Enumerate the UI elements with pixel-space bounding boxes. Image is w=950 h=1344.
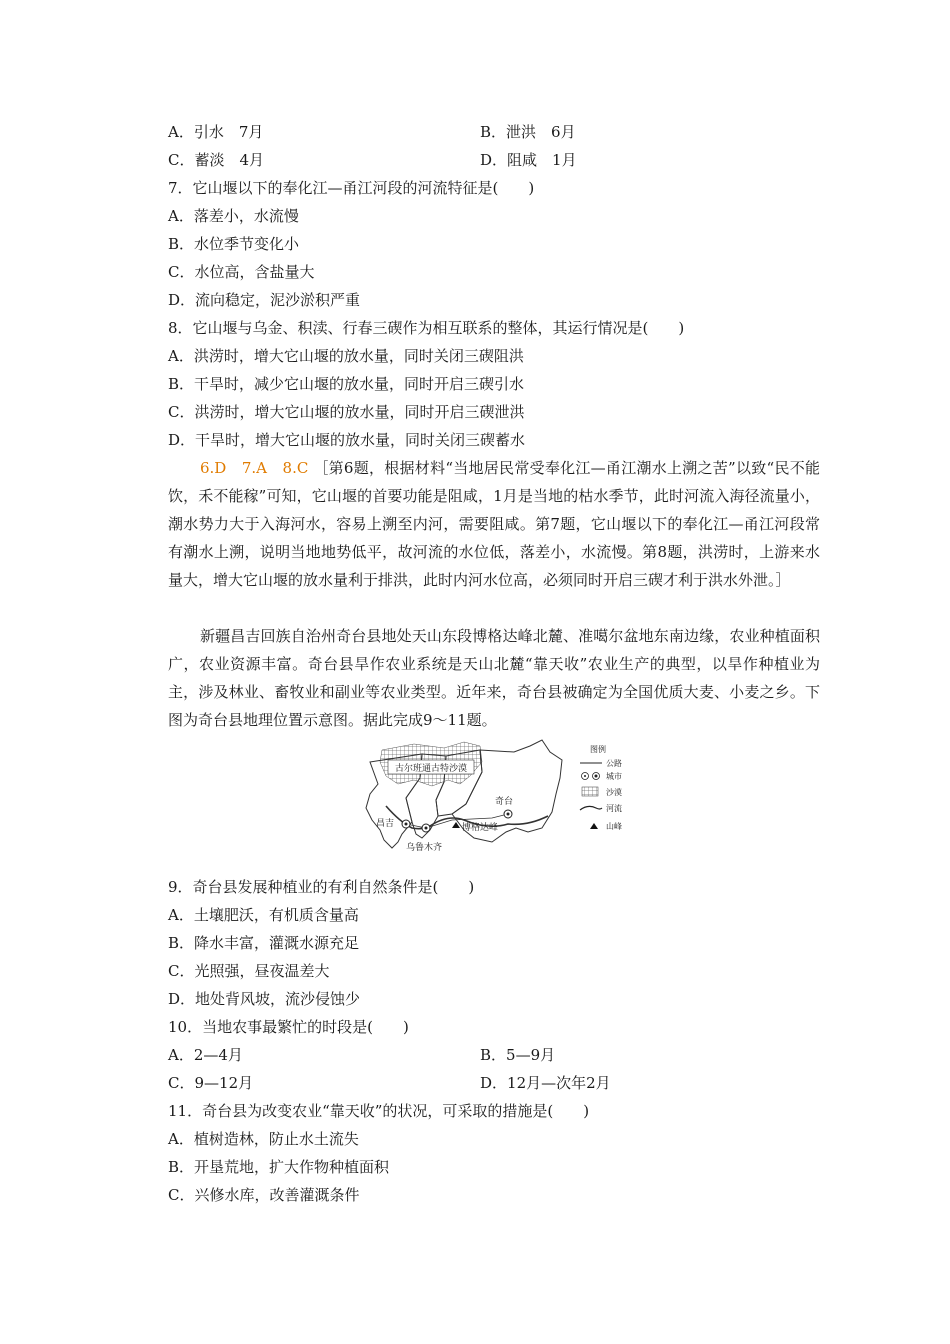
legend-desert-icon (582, 787, 598, 796)
q8-stem: 8．它山堰与乌金、积渎、行春三碶作为相互联系的整体，其运行情况是( ) (168, 319, 685, 337)
q7-option-a: A．落差小，水流慢 (168, 207, 299, 225)
q9-option-a: A．土壤肥沃，有机质含量高 (168, 906, 359, 924)
q11-option-b: B．开垦荒地，扩大作物种植面积 (168, 1158, 390, 1176)
q9-option-c: C．光照强，昼夜温差大 (168, 962, 330, 980)
q10-option-b: B．5—9月 (480, 1046, 556, 1064)
q9-option-d: D．地处背风坡，流沙侵蚀少 (168, 990, 361, 1008)
answer-explanation (168, 454, 820, 594)
q10-option-d: D．12月—次年2月 (480, 1074, 611, 1092)
q11-option-c: C．兴修水库，改善灌溉条件 (168, 1186, 360, 1204)
legend-peak-icon (590, 823, 598, 829)
q9-stem: 9．奇台县发展种植业的有利自然条件是( ) (168, 878, 475, 896)
map-city-qitai: 奇台 (494, 797, 514, 807)
q8-option-a: A．洪涝时，增大它山堰的放水量，同时关闭三碶阻洪 (168, 347, 524, 365)
q10-stem: 10．当地农事最繁忙的时段是( ) (168, 1018, 409, 1036)
q7-option-c: C．水位高，含盐量大 (168, 263, 315, 281)
q10-option-a: A．2—4月 (168, 1046, 243, 1064)
map-city-urumqi: 乌鲁木齐 (405, 843, 443, 853)
legend-title: 图例 (590, 745, 606, 754)
legend-peak: 山峰 (606, 822, 622, 831)
legend-city: 城市 (606, 772, 622, 781)
q10-option-c: C．9—12月 (168, 1074, 254, 1092)
q9-option-b: B．降水丰富，灌溉水源充足 (168, 934, 360, 952)
q8-option-d: D．干旱时，增大它山堰的放水量，同时关闭三碶蓄水 (168, 431, 526, 449)
q11-stem: 11．奇台县为改变农业“靠天收”的状况，可采取的措施是( ) (168, 1102, 590, 1120)
qitai-location-map (352, 738, 632, 866)
q8-option-b: B．干旱时，减少它山堰的放水量，同时开启三碶引水 (168, 375, 525, 393)
answer-text: ［第6题，根据材料“当地居民常受奉化江—甬江潮水上溯之苦”以致“民不能饮，禾不能稼”可知，它山堰的首要功能是阻咸，1月是当地的枯水季节，此时河流入海径流量小，潮水势力大于入海河水，容易上溯至内河，需要阻咸。第7题，它山堰以下的奉化江—甬江河段常有潮水上溯，说明当地地势低平，故河流的水位低，落差小，水流慢。第8题，洪涝时，上游来水量大，增大它山堰的放水量利于排洪，此时内河水位高，必须同时开启三碶才利于洪水外泄。］ (168, 459, 820, 589)
legend-river-icon (580, 806, 602, 810)
q6-option-d: D．阻咸 1月 (480, 151, 577, 169)
map-desert-label: 古尔班通古特沙漠 (394, 764, 468, 774)
map-peak-label: 博格达峰 (462, 823, 499, 833)
legend-road: 公路 (606, 759, 622, 768)
legend-desert: 沙漠 (606, 788, 622, 797)
q6-option-c: C．蓄淡 4月 (168, 151, 265, 169)
q8-option-c: C．洪涝时，增大它山堰的放水量，同时开启三碶泄洪 (168, 403, 525, 421)
answer-keys: 6.D 7.A 8.C (200, 459, 309, 477)
q6-option-a: A．引水 7月 (168, 123, 264, 141)
q7-stem: 7．它山堰以下的奉化江—甬江河段的河流特征是( ) (168, 179, 535, 197)
q11-option-a: A．植树造林，防止水土流失 (168, 1130, 359, 1148)
q6-option-b: B．泄洪 6月 (480, 123, 576, 141)
reading-passage: 新疆昌吉回族自治州奇台县地处天山东段博格达峰北麓、准噶尔盆地东南边缘，农业种植面积广，农业资源丰富。奇台县旱作农业系统是天山北麓“靠天收”农业生产的典型，以旱作种植业为主，涉及林业、畜牧业和副业等农业类型。近年来，奇台县被确定为全国优质大麦、小麦之乡。下图为奇台县地理位置示意图。据此完成9～11题。 (168, 627, 820, 729)
legend-river: 河流 (606, 804, 622, 813)
q7-option-d: D．流向稳定，泥沙淤积严重 (168, 291, 361, 309)
q7-option-b: B．水位季节变化小 (168, 235, 300, 253)
map-city-changji: 昌吉 (375, 819, 394, 829)
